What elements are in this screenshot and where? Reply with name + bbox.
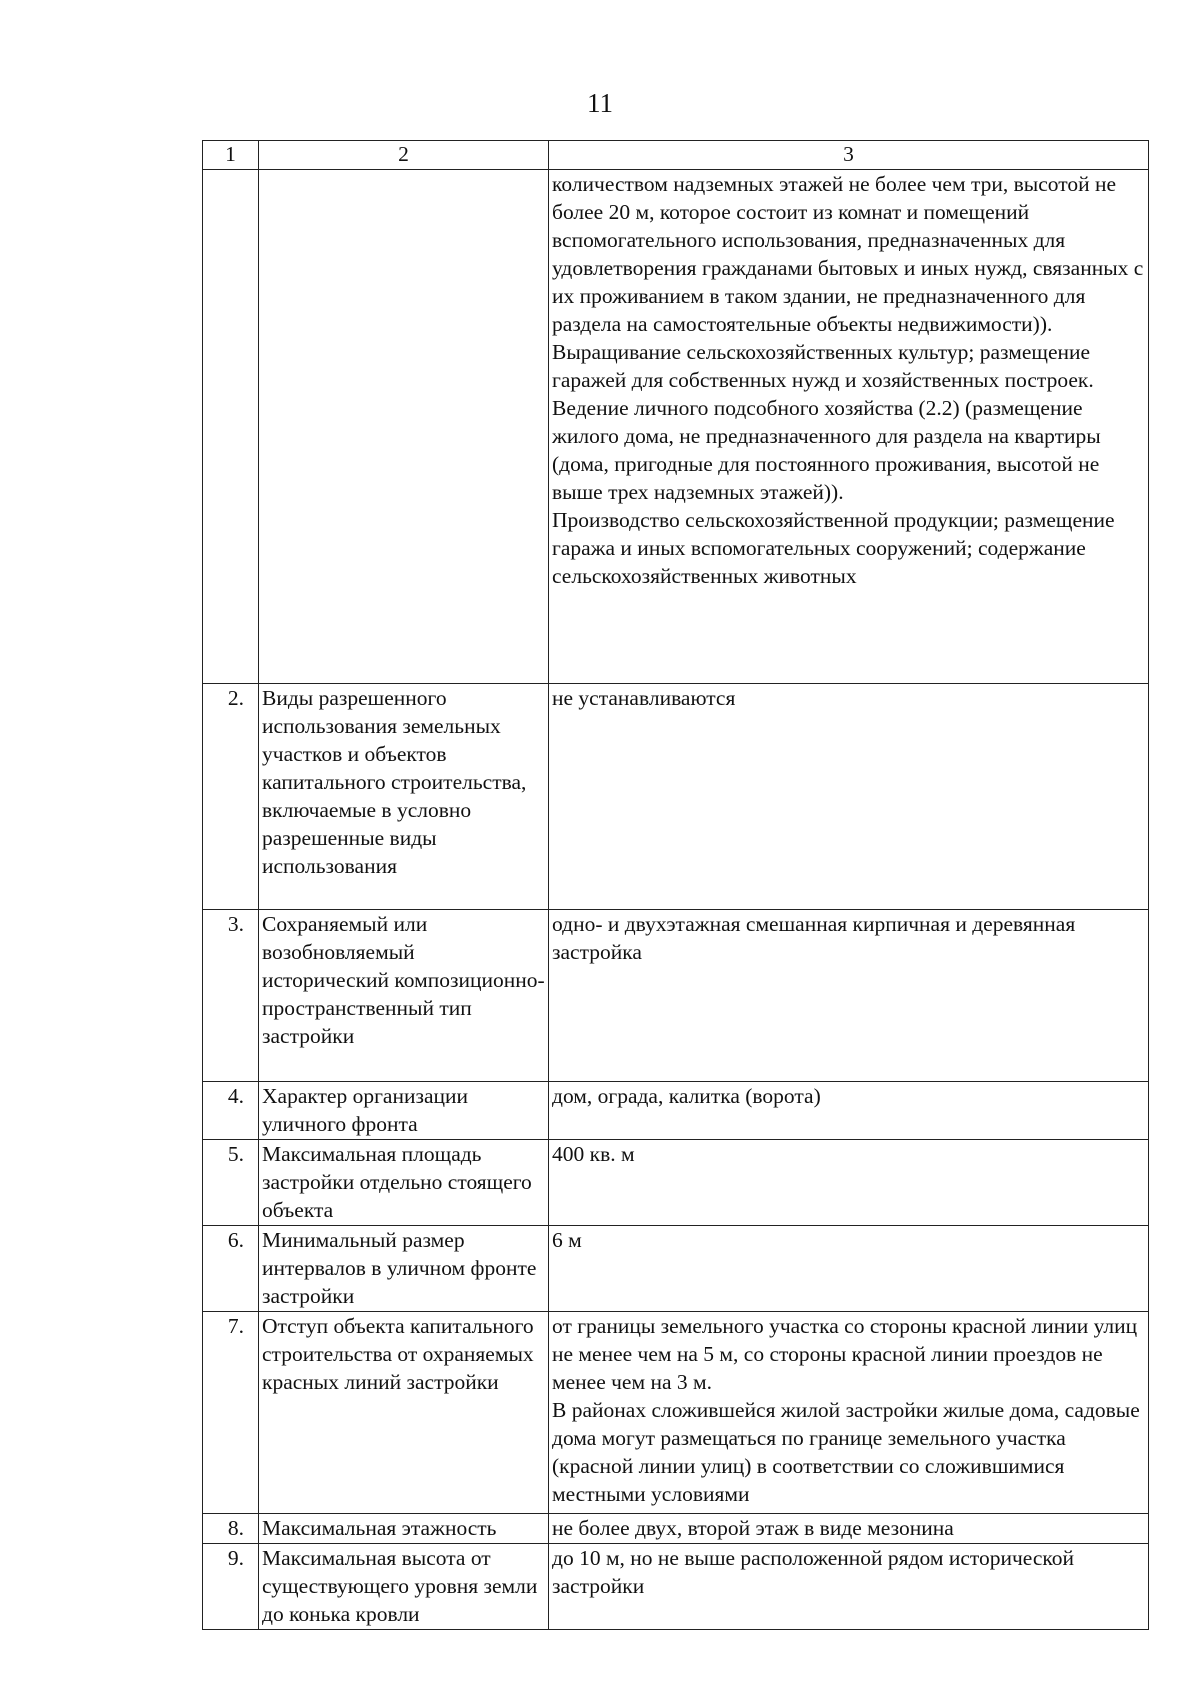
row-name: Характер организации уличного фронта [259, 1082, 549, 1140]
row-number: 3. [203, 910, 259, 1082]
row-value-paragraph: Производство сельскохозяйственной продукции; размещение гаража и иных вспомогательных сооружений; содержание сельскохозяйственных животных [552, 508, 1115, 588]
page-number: 11 [587, 88, 613, 118]
row-number: 5. [203, 1140, 259, 1226]
table-row-6 [203, 1226, 1149, 1312]
row-number: 4. [203, 1082, 259, 1140]
row-number: 8. [203, 1514, 259, 1544]
row-value [549, 1312, 1149, 1514]
header-cell-3: 3 [549, 141, 1149, 170]
table-row-3 [203, 910, 1149, 1082]
row-value: 6 м [549, 1226, 1149, 1312]
table-header-row [203, 141, 1149, 170]
row-number [203, 170, 259, 684]
row-name: Минимальный размер интервалов в уличном фронте застройки [259, 1226, 549, 1312]
row-value [549, 170, 1149, 684]
row-name: Отступ объекта капитального строительства от охраняемых красных линий застройки [259, 1312, 549, 1514]
row-value: дом, ограда, калитка (ворота) [549, 1082, 1149, 1140]
row-name [259, 170, 549, 684]
row-number: 6. [203, 1226, 259, 1312]
row-value-paragraph: Выращивание сельскохозяйственных культур; размещение гаражей для собственных нужд и хозяйственных построек. [552, 340, 1094, 392]
row-name: Виды разрешенного использования земельных участков и объектов капитального строительства, включаемые в условно разрешенные виды использования [259, 684, 549, 910]
row-value-paragraph: В районах сложившейся жилой застройки жилые дома, садовые дома могут размещаться по границе земельного участка (красной линии улиц) в соответствии со сложившимися местными условиями [552, 1398, 1140, 1506]
row-value: не более двух, второй этаж в виде мезонина [549, 1514, 1149, 1544]
row-value-paragraph: количеством надземных этажей не более чем три, высотой не более 20 м, которое состоит из комнат и помещений вспомогательного использования, предназначенных для удовлетворения гражданами бытовых и иных нужд, связанных с их проживанием в таком здании, не предназначенного для раздела на самостоятельные объекты недвижимости)). [552, 172, 1144, 336]
row-value: до 10 м, но не выше расположенной рядом исторической застройки [549, 1544, 1149, 1630]
header-cell-1: 1 [203, 141, 259, 170]
table-row-4 [203, 1082, 1149, 1140]
row-number: 7. [203, 1312, 259, 1514]
row-name: Максимальная этажность [259, 1514, 549, 1544]
row-value: не устанавливаются [549, 684, 1149, 910]
row-name: Максимальная высота от существующего уровня земли до конька кровли [259, 1544, 549, 1630]
row-value: одно- и двухэтажная смешанная кирпичная и деревянная застройка [549, 910, 1149, 1082]
table-row-9 [203, 1544, 1149, 1630]
table-row-8 [203, 1514, 1149, 1544]
row-value-paragraph: Ведение личного подсобного хозяйства (2.2) (размещение жилого дома, не предназначенного для раздела на квартиры (дома, пригодные для постоянного проживания, высотой не выше трех надземных этажей)). [552, 396, 1101, 504]
row-number: 9. [203, 1544, 259, 1630]
row-number: 2. [203, 684, 259, 910]
regulations-table [202, 140, 1149, 1630]
row-name: Максимальная площадь застройки отдельно стоящего объекта [259, 1140, 549, 1226]
table-row-5 [203, 1140, 1149, 1226]
row-value-paragraph: от границы земельного участка со стороны красной линии улиц не менее чем на 5 м, со стороны красной линии проездов не менее чем на 3 м. [552, 1314, 1138, 1394]
row-name: Сохраняемый или возобновляемый исторический композиционно-пространственный тип застройки [259, 910, 549, 1082]
table-row-7 [203, 1312, 1149, 1514]
table-row-2 [203, 684, 1149, 910]
row-value: 400 кв. м [549, 1140, 1149, 1226]
table-row-continuation [203, 170, 1149, 684]
header-cell-2: 2 [259, 141, 549, 170]
